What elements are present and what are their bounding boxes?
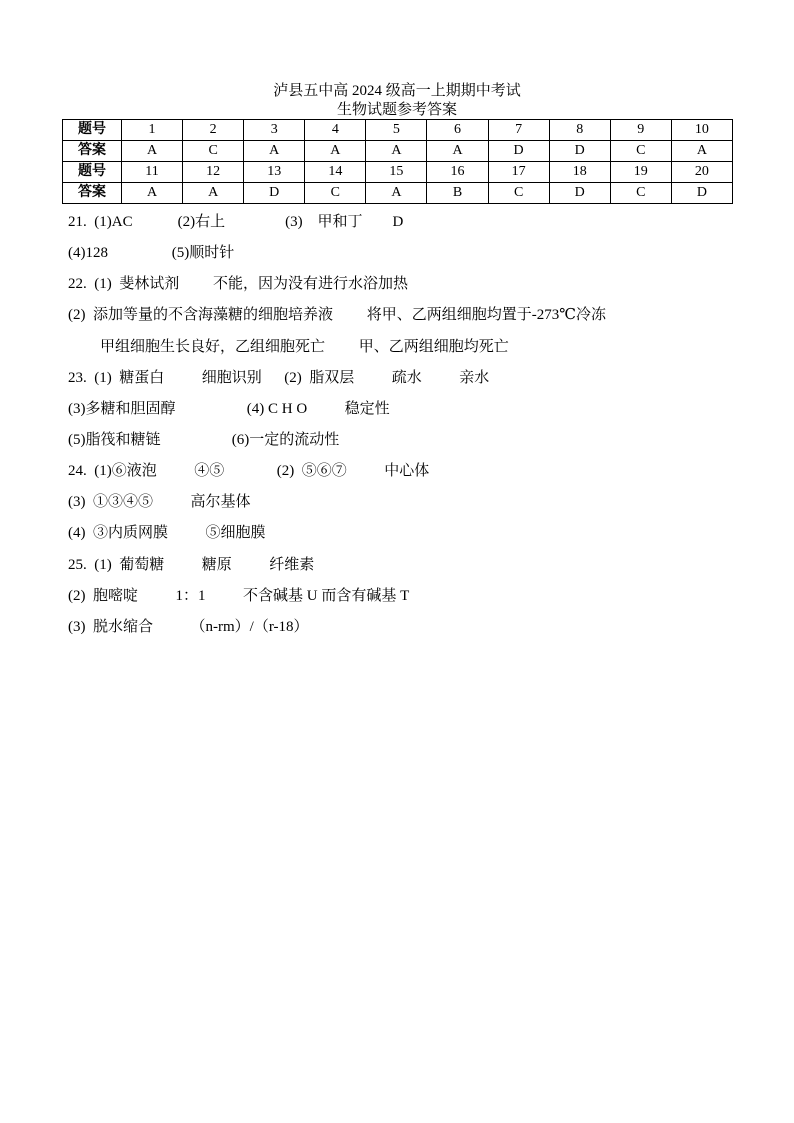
table-cell: A	[427, 141, 488, 162]
table-cell: C	[183, 141, 244, 162]
table-cell: A	[122, 141, 183, 162]
table-cell: 4	[305, 120, 366, 141]
table-cell: C	[305, 183, 366, 204]
table-cell: B	[427, 183, 488, 204]
table-cell: A	[366, 183, 427, 204]
table-cell: 1	[122, 120, 183, 141]
answer-line-23c: (5)脂筏和糖链 (6)一定的流动性	[68, 432, 340, 448]
answer-line-23b: (3)多糖和胆固醇 (4) C H O 稳定性	[68, 401, 390, 417]
table-row-header: 答案	[63, 141, 122, 162]
table-cell: 5	[366, 120, 427, 141]
table-cell: 17	[488, 162, 549, 183]
table-cell: A	[671, 141, 732, 162]
answer-line-25c: (3) 脱水缩合 （n-rm）/（r-18）	[68, 619, 309, 635]
table-cell: D	[488, 141, 549, 162]
table-row	[63, 141, 733, 162]
page-title: 泸县五中高 2024 级高一上期期中考试	[273, 83, 521, 99]
page-subtitle: 生物试题参考答案	[336, 102, 457, 118]
table-cell: C	[610, 183, 671, 204]
table-cell: 3	[244, 120, 305, 141]
answer-line-22b: (2) 添加等量的不含海藻糖的细胞培养液 将甲、乙两组细胞均置于-273℃冷冻	[68, 307, 607, 323]
answer-line-24b: (3) ①③④⑤ 高尔基体	[68, 494, 251, 510]
table-cell: 12	[183, 162, 244, 183]
table-cell: D	[549, 141, 610, 162]
answer-line-22a: 22. (1) 斐林试剂 不能，因为没有进行水浴加热	[68, 276, 408, 292]
answer-line-23a: 23. (1) 糖蛋白 细胞识别 (2) 脂双层 疏水 亲水	[68, 370, 490, 386]
table-cell: 2	[183, 120, 244, 141]
table-cell: A	[183, 183, 244, 204]
table-cell: D	[671, 183, 732, 204]
table-cell: 15	[366, 162, 427, 183]
table-cell: 11	[122, 162, 183, 183]
table-cell: A	[244, 141, 305, 162]
table-cell: D	[244, 183, 305, 204]
answer-line-21a: 21. (1)AC (2)右上 (3) 甲和丁 D	[68, 214, 404, 230]
answer-line-22c: 甲组细胞生长良好，乙组细胞死亡 甲、乙两组细胞均死亡	[100, 339, 509, 355]
answer-table	[62, 119, 733, 204]
table-cell: A	[366, 141, 427, 162]
table-cell: A	[122, 183, 183, 204]
table-cell: A	[305, 141, 366, 162]
table-row	[63, 162, 733, 183]
table-cell: 8	[549, 120, 610, 141]
table-cell: 20	[671, 162, 732, 183]
table-cell: 10	[671, 120, 732, 141]
table-row-header: 题号	[63, 120, 122, 141]
table-cell: 6	[427, 120, 488, 141]
table-cell: 9	[610, 120, 671, 141]
table-row	[63, 183, 733, 204]
answer-line-24a: 24. (1)⑥液泡 ④⑤ (2) ⑤⑥⑦ 中心体	[68, 463, 430, 479]
table-cell: 19	[610, 162, 671, 183]
table-cell: 13	[244, 162, 305, 183]
answer-line-25b: (2) 胞嘧啶 1：1 不含碱基 U 而含有碱基 T	[68, 588, 410, 604]
table-cell: C	[610, 141, 671, 162]
table-cell: 14	[305, 162, 366, 183]
table-cell: 16	[427, 162, 488, 183]
table-row-header: 题号	[63, 162, 122, 183]
answer-line-21b: (4)128 (5)顺时针	[68, 245, 235, 261]
table-row	[63, 120, 733, 141]
table-cell: D	[549, 183, 610, 204]
table-cell: C	[488, 183, 549, 204]
answer-line-24c: (4) ③内质网膜 ⑤细胞膜	[68, 525, 266, 541]
answer-line-25a: 25. (1) 葡萄糖 糖原 纤维素	[68, 557, 315, 573]
table-cell: 7	[488, 120, 549, 141]
table-row-header: 答案	[63, 183, 122, 204]
table-cell: 18	[549, 162, 610, 183]
